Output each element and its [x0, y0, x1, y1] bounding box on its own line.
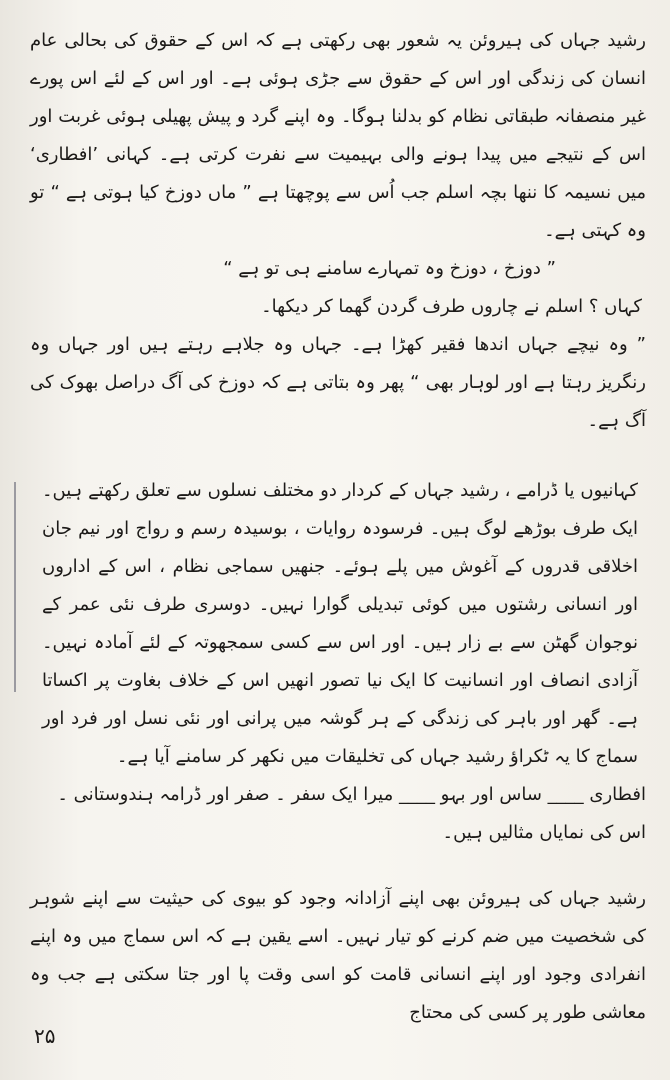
page-text: [30, 22, 646, 1032]
examples-tail: اس کی نمایاں مثالیں ہیں۔: [442, 822, 646, 843]
quote-dozakh: ” دوزخ ، دوزخ وہ تمہارے سامنے ہی تو ہے “: [223, 258, 556, 279]
examples-list: افطاری ____ ساس اور بہو ____ میرا ایک سفر ۔ صفر اور ڈرامہ ہندوستانی ۔: [57, 784, 646, 805]
paragraph-two-generations: کہانیوں یا ڈرامے ، رشید جہاں کے کردار دو مختلف نسلوں سے تعلق رکھتے ہیں۔ ایک طرف بوڑھے لوگ ہیں۔ فرسودہ روایات ، بوسیدہ رسم و رواج اور نیم جان اخلاقی قدروں کے آغوش میں پلے ہوئے۔ جنھیں سماجی نظام ، اس کے اداروں اور انسانی رشتوں میں کوئی تبدیلی گوارا نہیں۔ دوسری طرف نئی عمر کے نوجوان گھٹن سے بے زار ہیں۔ اور اس سے کسی سمجھوتہ کے لئے آمادہ نہیں۔ آزادی انصاف اور انسانیت کا ایک نیا تصور انھیں اس کے خلاف بغاوت پر اکساتا ہے۔ گھر اور باہر کی زندگی کے ہر گوشہ میں پرانی اور نئی نسل اور فرد اور سماج کا یہ ٹکراؤ رشید جہاں کی تخلیقات میں نکھر کر سامنے آیا ہے۔: [42, 480, 638, 767]
margin-mark: [14, 482, 16, 692]
paragraph-heroine-independence: رشید جہاں کی ہیروئن بھی اپنے آزادانہ وجود کو بیوی کی حیثیت سے اپنے شوہر کی شخصیت میں ضم کرنے کو تیار نہیں۔ اسے یقین ہے کہ اس سماج میں وہ اپنے انفرادی وجود اور اپنے انسانی قامت کو اسی وقت پا اور جتا سکتی ہے جب وہ معاشی طور پر کسی کی محتاج: [30, 888, 646, 1023]
paragraph-gap-2: [30, 852, 646, 880]
paragraph-hunger-fire: ” وہ نیچے جہاں اندھا فقیر کھڑا ہے۔ جہاں وہ جلاہے رہتے ہیں اور جہاں وہ رنگریز رہتا ہے اور لوہار بھی “ پھر وہ بتاتی ہے کہ دوزخ کی آگ دراصل بھوک کی آگ ہے۔: [30, 334, 646, 431]
paragraph-gap: [30, 440, 646, 468]
dialog-aslam: کہاں ؟ اسلم نے چاروں طرف گردن گھما کر دیکھا۔: [261, 296, 642, 317]
marked-passage: [42, 472, 638, 776]
page-number: ۲۵: [34, 1024, 56, 1048]
paragraph-heroine-awareness: رشید جہاں کی ہیروئن یہ شعور بھی رکھتی ہے کہ اس کے حقوق کی بحالی عام انسان کی زندگی اور اس کے حقوق سے جڑی ہوئی ہے۔ اور اس کے لئے اس پورے غیر منصفانہ طبقاتی نظام کو بدلنا ہوگا۔ وہ اپنے گرد و پیش پھیلی ہوئی غربت اور اس کے نتیجے میں پیدا ہونے والی بہیمیت سے نفرت کرتی ہے۔ کہانی ’افطاری‘ میں نسیمہ کا ننھا بچہ اسلم جب اُس سے پوچھتا ہے ” ماں دوزخ کیا ہوتی ہے “ تو وہ کہتی ہے۔: [30, 30, 646, 241]
